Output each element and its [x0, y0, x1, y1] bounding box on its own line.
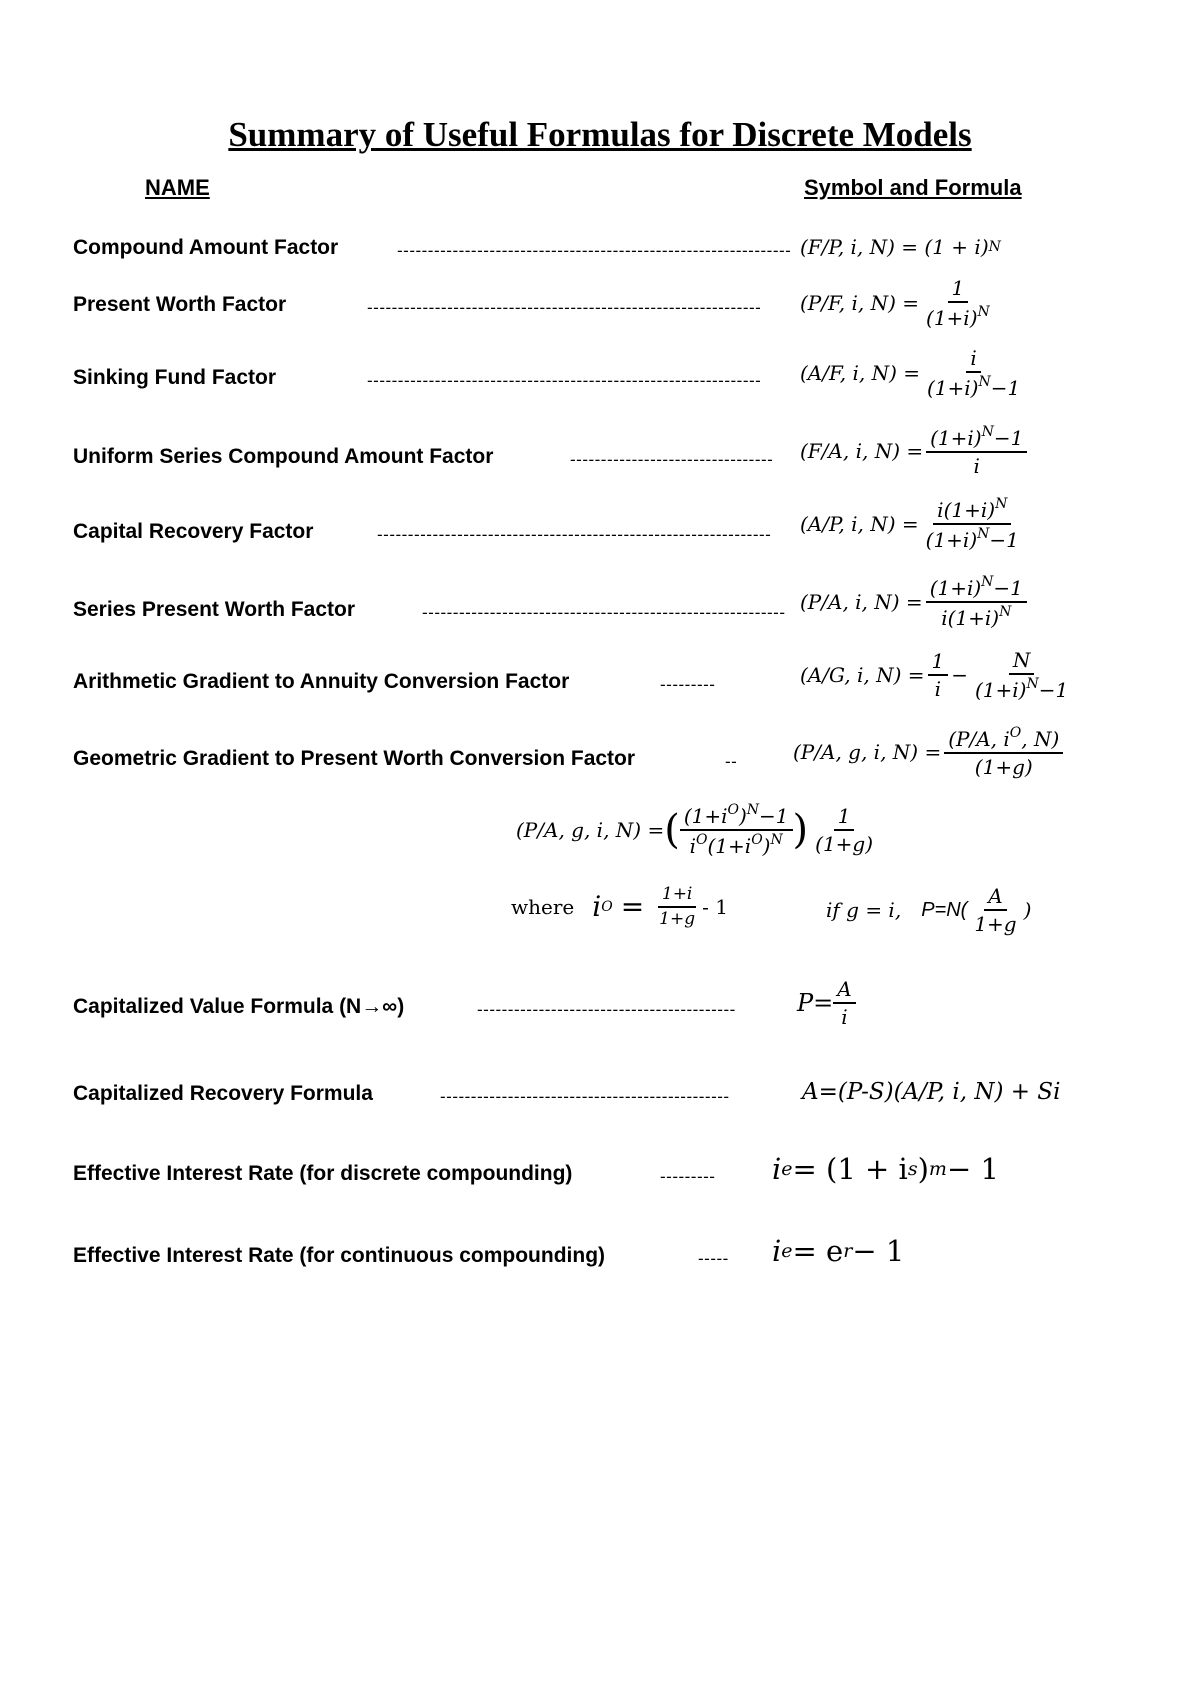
dotted-leader: ---------	[660, 1167, 716, 1186]
compound-amount-factor-name: Compound Amount Factor	[73, 236, 339, 259]
effective-interest-discrete-name: Effective Interest Rate (for discrete compounding)	[73, 1162, 573, 1185]
capitalized-value-formula-name: Capitalized Value Formula (N→∞)	[73, 995, 405, 1018]
series-present-worth-factor-name: Series Present Worth Factor	[73, 598, 356, 621]
effective-interest-discrete-formula: i e = (1 + i s ) m − 1	[772, 1152, 999, 1186]
dotted-leader: ---------	[660, 675, 716, 694]
uniform-series-compound-amount-formula: (F/A, i, N) = $\frac{(1+i)^N-1}{i}$	[800, 425, 1030, 477]
special-case-formula: if g = i, P=N( A 1+g )	[826, 884, 1032, 936]
dotted-leader: ----------------------------------------------------------------	[397, 241, 792, 260]
capitalized-value-formula: P= $\frac{A}{i}$	[797, 978, 859, 1028]
dotted-leader: -----------------------------------------------	[440, 1087, 730, 1106]
name-column-header: NAME	[145, 175, 210, 200]
uniform-series-compound-amount-factor-name: Uniform Series Compound Amount Factor	[73, 445, 494, 468]
sinking-fund-formula: (A/F, i, N) = $\frac{i}{(1+i)^N-1}$	[800, 346, 1021, 400]
arithmetic-gradient-formula: (A/G, i, N) = $\frac{1}{i}$ − $\frac{N}{(1+i)^N-1}$	[800, 648, 1069, 702]
dotted-leader: -----------------------------------------------------------	[422, 603, 786, 622]
effective-interest-continuous-formula: i e = e r − 1	[772, 1234, 905, 1268]
dotted-leader: ----------------------------------------------------------------	[377, 525, 772, 544]
dotted-leader: ------------------------------------------	[477, 1000, 736, 1019]
present-worth-factor-name: Present Worth Factor	[73, 293, 287, 316]
effective-interest-continuous-name: Effective Interest Rate (for continuous compounding)	[73, 1244, 606, 1267]
dotted-leader: ---------------------------------	[570, 450, 774, 469]
sinking-fund-factor-name: Sinking Fund Factor	[73, 366, 276, 389]
formula-column-header: Symbol and Formula	[804, 175, 1022, 200]
page-title: Summary of Useful Formulas for Discrete Models	[228, 115, 972, 154]
capitalized-recovery-formula-name: Capitalized Recovery Formula	[73, 1082, 373, 1105]
dotted-leader: ----------------------------------------------------------------	[367, 371, 762, 390]
geometric-gradient-formula: (P/A, g, i, N) = $\frac{(P/A, i^O, N)}{(1+g)}$	[793, 726, 1066, 778]
capitalized-recovery-formula: A=(P-S)(A/P, i, N) + Si	[802, 1079, 1061, 1105]
arithmetic-gradient-factor-name: Arithmetic Gradient to Annuity Conversion Factor	[73, 670, 570, 693]
dotted-leader: --	[725, 752, 738, 771]
modified-rate-definition: where i O = $\frac{1+i}{1+g}$ - 1	[511, 884, 728, 929]
dotted-leader: -----	[698, 1249, 729, 1268]
capital-recovery-formula: (A/P, i, N) = $\frac{i(1+i)^N}{(1+i)^N-1}$	[800, 496, 1019, 552]
capital-recovery-factor-name: Capital Recovery Factor	[73, 520, 314, 543]
series-present-worth-formula: (P/A, i, N) = $\frac{(1+i)^N-1}{i(1+i)^N}$	[800, 575, 1030, 629]
dotted-leader: ----------------------------------------------------------------	[367, 298, 762, 317]
geometric-gradient-expanded-formula: (P/A, g, i, N) = ( $(1+i^O)^N-1$ $i^O(1+i^O)^N$ ) 1 (1+g)	[516, 802, 874, 858]
present-worth-formula: (P/F, i, N) = $\frac{1}{(1+i)^N}$	[800, 276, 990, 330]
compound-amount-formula: (F/P, i, N) = (1 + i) N	[800, 235, 1001, 259]
geometric-gradient-factor-name: Geometric Gradient to Present Worth Conversion Factor	[73, 747, 636, 770]
